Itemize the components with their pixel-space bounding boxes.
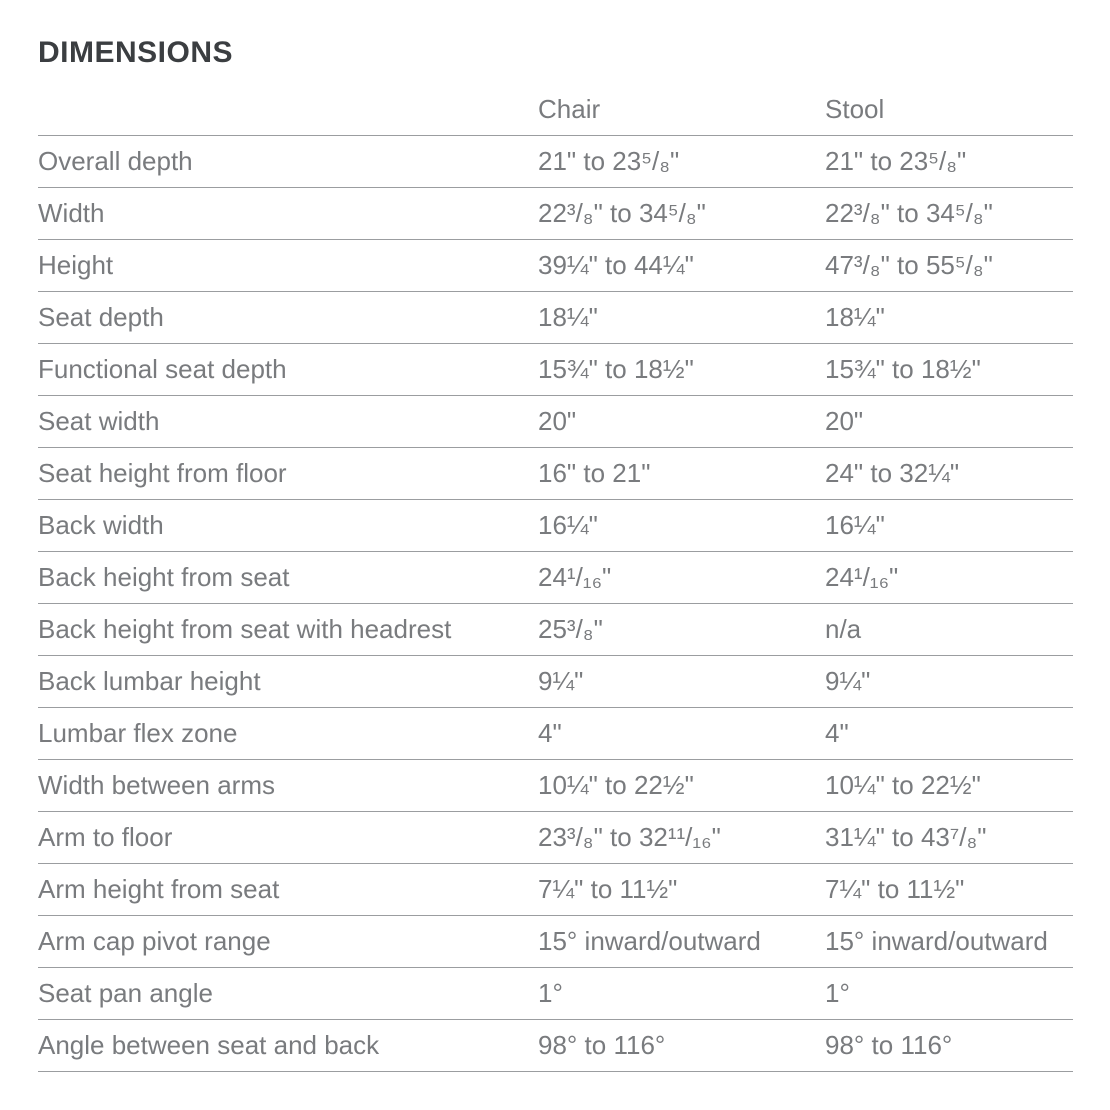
- stool-value: 22³/₈" to 34⁵/₈": [825, 198, 993, 228]
- stool-value: 7¼" to 11½": [825, 874, 965, 904]
- table-row: [38, 916, 1073, 968]
- stool-value: 16¼": [825, 510, 885, 540]
- chair-value: 25³/₈": [538, 614, 603, 644]
- chair-value: 16" to 21": [538, 458, 651, 488]
- row-label: Seat width: [38, 406, 160, 436]
- table-row: [38, 552, 1073, 604]
- row-label: Angle between seat and back: [38, 1030, 380, 1060]
- table-row: [38, 708, 1073, 760]
- stool-value: 24" to 32¼": [825, 458, 960, 488]
- row-label: Functional seat depth: [38, 354, 287, 384]
- table-row: [38, 240, 1073, 292]
- table-row: [38, 136, 1073, 188]
- row-label: Seat depth: [38, 302, 164, 332]
- page-title: DIMENSIONS: [38, 36, 234, 69]
- chair-value: 9¼": [538, 666, 584, 696]
- chair-value: 18¼": [538, 302, 598, 332]
- table-row: [38, 760, 1073, 812]
- stool-value: 47³/₈" to 55⁵/₈": [825, 250, 993, 280]
- chair-value: 24¹/₁₆": [538, 562, 612, 592]
- table-row: [38, 604, 1073, 656]
- row-label: Arm cap pivot range: [38, 926, 271, 956]
- row-label: Seat height from floor: [38, 458, 287, 488]
- chair-value: 20": [538, 406, 577, 436]
- stool-value: 31¼" to 43⁷/₈": [825, 822, 987, 852]
- stool-value: 18¼": [825, 302, 885, 332]
- table-row: [38, 344, 1073, 396]
- row-label: Arm to floor: [38, 822, 173, 852]
- chair-value: 15¾" to 18½": [538, 354, 694, 384]
- table-row: [38, 292, 1073, 344]
- table-row: [38, 812, 1073, 864]
- table-row: [38, 968, 1073, 1020]
- row-label: Height: [38, 250, 114, 280]
- chair-value: 21" to 23⁵/₈": [538, 146, 680, 176]
- table-row: [38, 500, 1073, 552]
- chair-value: 16¼": [538, 510, 598, 540]
- stool-value: 9¼": [825, 666, 871, 696]
- chair-value: 22³/₈" to 34⁵/₈": [538, 198, 706, 228]
- stool-value: 15° inward/outward: [825, 926, 1048, 956]
- chair-value: 15° inward/outward: [538, 926, 761, 956]
- chair-value: 4": [538, 718, 562, 748]
- table-header-row: [38, 90, 1073, 136]
- column-header-chair: Chair: [538, 94, 601, 124]
- row-label: Arm height from seat: [38, 874, 280, 904]
- stool-value: 20": [825, 406, 864, 436]
- stool-value: 15¾" to 18½": [825, 354, 981, 384]
- row-label: Back height from seat with headrest: [38, 614, 452, 644]
- row-label: Width: [38, 198, 105, 228]
- table-row: [38, 396, 1073, 448]
- stool-value: 21" to 23⁵/₈": [825, 146, 967, 176]
- table-row: [38, 188, 1073, 240]
- row-label: Back height from seat: [38, 562, 290, 592]
- chair-value: 7¼" to 11½": [538, 874, 678, 904]
- chair-value: 98° to 116°: [538, 1030, 666, 1060]
- row-label: Overall depth: [38, 146, 193, 176]
- column-header-stool: Stool: [825, 94, 885, 124]
- table-row: [38, 656, 1073, 708]
- chair-value: 39¼" to 44¼": [538, 250, 694, 280]
- table-row: [38, 1020, 1073, 1072]
- chair-value: 23³/₈" to 32¹¹/₁₆": [538, 822, 721, 852]
- row-label: Lumbar flex zone: [38, 718, 238, 748]
- row-label: Back lumbar height: [38, 666, 261, 696]
- dimensions-table: [38, 90, 1073, 1072]
- table-row: [38, 448, 1073, 500]
- stool-value: n/a: [825, 614, 862, 644]
- chair-value: 10¼" to 22½": [538, 770, 694, 800]
- row-label: Seat pan angle: [38, 978, 213, 1008]
- row-label: Back width: [38, 510, 164, 540]
- header-spacer: [38, 125, 538, 135]
- stool-value: 98° to 116°: [825, 1030, 953, 1060]
- stool-value: 24¹/₁₆": [825, 562, 899, 592]
- stool-value: 4": [825, 718, 849, 748]
- row-label: Width between arms: [38, 770, 275, 800]
- chair-value: 1°: [538, 978, 563, 1008]
- stool-value: 10¼" to 22½": [825, 770, 981, 800]
- stool-value: 1°: [825, 978, 850, 1008]
- table-row: [38, 864, 1073, 916]
